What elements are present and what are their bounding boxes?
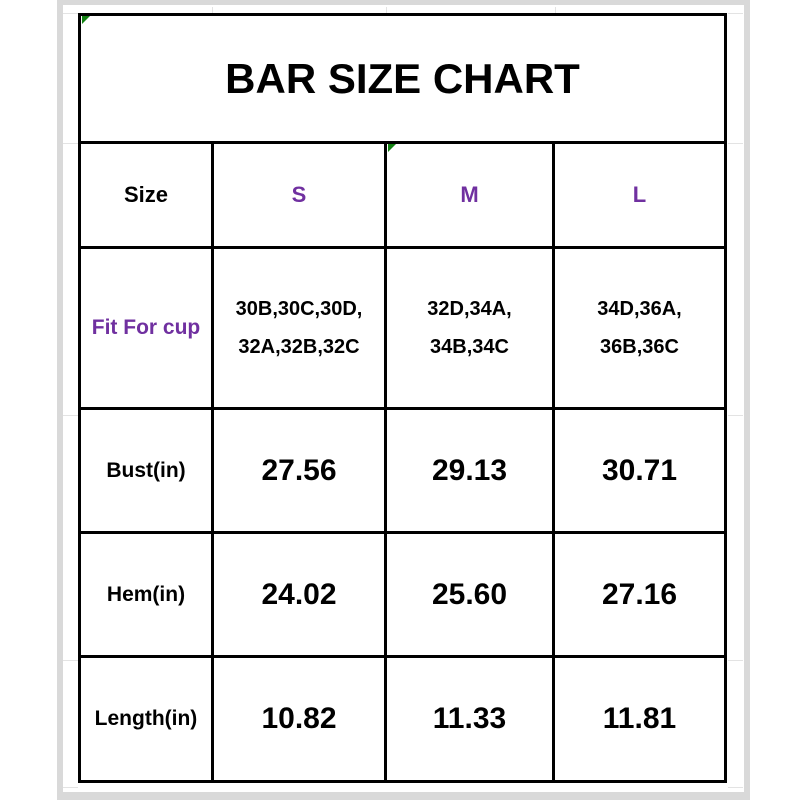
cup-cell-l-line2: 36B,36C (600, 336, 679, 358)
row-label-fit-for-cup: Fit For cup (81, 249, 211, 407)
value-cell-bust-m: 29.13 (387, 410, 552, 531)
value-cell-bust-s: 27.56 (214, 410, 384, 531)
value-cell-length-s: 10.82 (214, 658, 384, 780)
sheet-margin-left (57, 0, 63, 800)
sheet-margin-bottom (57, 792, 750, 800)
sheet-gridline (63, 13, 78, 14)
value-cell-hem-m: 25.60 (387, 534, 552, 655)
cup-cell-l-line1: 34D,36A, (597, 298, 682, 320)
value-cell-length-m: 11.33 (387, 658, 552, 780)
sheet-gridline (728, 13, 743, 14)
excel-error-triangle-icon (82, 16, 90, 24)
header-label-m: M (460, 182, 479, 207)
sheet-margin-right (744, 0, 750, 800)
row-label-bust: Bust(in) (81, 410, 211, 531)
page-title: BAR SIZE CHART (225, 54, 580, 102)
sheet-margin-top (57, 0, 750, 5)
excel-error-triangle-icon (388, 144, 396, 152)
title-cell (81, 16, 724, 141)
value-cell-hem-l: 27.16 (555, 534, 724, 655)
sheet-gridline (63, 415, 78, 416)
cup-cell-s-line2: 32A,32B,32C (238, 336, 360, 358)
cup-cell-s (214, 249, 384, 407)
sheet-gridline (63, 660, 78, 661)
cup-cell-l (555, 249, 724, 407)
value-cell-length-l: 11.81 (555, 658, 724, 780)
cup-cell-s-line1: 30B,30C,30D, (235, 298, 363, 320)
value-cell-hem-s: 24.02 (214, 534, 384, 655)
sheet-gridline (63, 143, 78, 144)
cup-cell-m-line2: 34B,34C (430, 336, 509, 358)
header-cell-s: S (214, 144, 384, 246)
sheet-gridline (728, 660, 743, 661)
row-label-length: Length(in) (81, 658, 211, 780)
row-label-hem: Hem(in) (81, 534, 211, 655)
sheet-gridline (63, 787, 78, 788)
value-cell-bust-l: 30.71 (555, 410, 724, 531)
header-cell-m (387, 144, 552, 246)
cup-cell-m-line1: 32D,34A, (427, 298, 512, 320)
size-chart-table (78, 13, 727, 783)
header-cell-l: L (555, 144, 724, 246)
sheet-gridline (728, 415, 743, 416)
cup-cell-m (387, 249, 552, 407)
header-cell-size: Size (81, 144, 211, 246)
sheet-gridline (728, 143, 743, 144)
sheet-gridline (728, 787, 743, 788)
